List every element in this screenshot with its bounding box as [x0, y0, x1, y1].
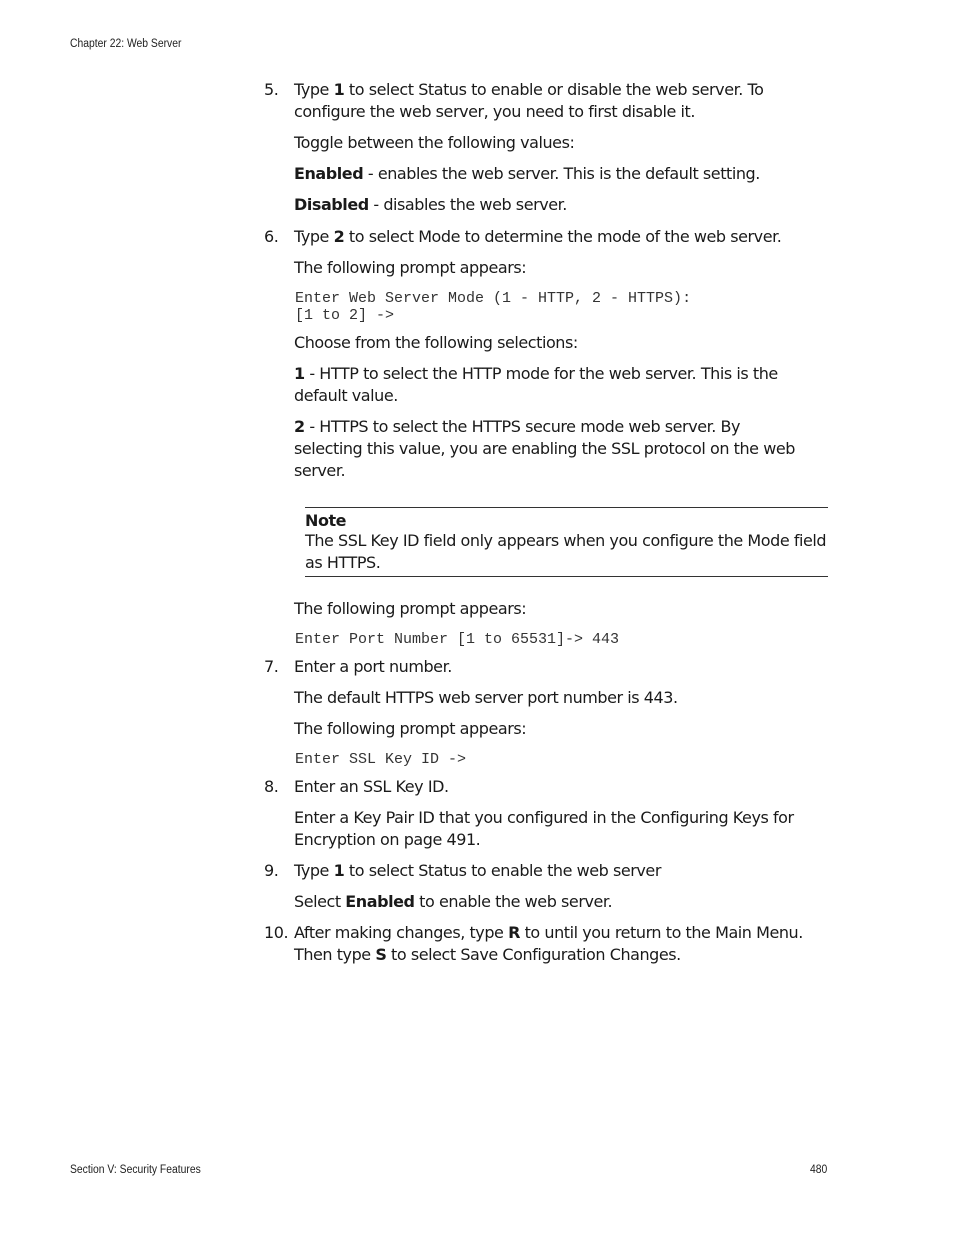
step-9: 9. Type 1 to select Status to enable the web server: [264, 861, 661, 880]
option-2-definition: 2 - HTTPS to select the HTTPS secure mode web server. By selecting this value, you are enabling the SSL protocol on the web server.: [294, 417, 795, 480]
enabled-definition: Enabled - enables the web server. This is the default setting.: [294, 164, 760, 183]
running-footer-section: Section V: Security Features: [70, 1164, 201, 1176]
default-port-text: The default HTTPS web server port number is 443.: [294, 688, 678, 707]
note-box: [305, 507, 828, 577]
select-enabled-text: Select Enabled to enable the web server.: [294, 892, 613, 911]
note-title: Note: [305, 511, 347, 530]
step-5: 5. Type 1 to select Status to enable or disable the web server. To configure the web server, you need to first disable it.: [264, 80, 764, 121]
step-6: 6. Type 2 to select Mode to determine the mode of the web server.: [264, 227, 782, 246]
code-prompt-line: [1 to 2] ->: [295, 307, 395, 324]
step-number: 5.: [264, 80, 279, 99]
code-prompt-line: Enter SSL Key ID ->: [295, 751, 467, 768]
prompt-intro: The following prompt appears:: [294, 599, 527, 618]
choose-text: Choose from the following selections:: [294, 333, 578, 352]
disabled-definition: Disabled - disables the web server.: [294, 195, 567, 214]
step-number: 10.: [264, 923, 289, 942]
key-pair-text: Enter a Key Pair ID that you configured in the Configuring Keys for Encryption on page 491.: [294, 808, 794, 849]
code-prompt-line: Enter Port Number [1 to 65531]-> 443: [295, 631, 620, 648]
prompt-intro: The following prompt appears:: [294, 719, 527, 738]
toggle-text: Toggle between the following values:: [294, 133, 575, 152]
option-1-definition: 1 - HTTP to select the HTTP mode for the web server. This is the default value.: [294, 364, 778, 405]
running-header: Chapter 22: Web Server: [70, 38, 182, 50]
step-8: 8. Enter an SSL Key ID.: [264, 777, 449, 796]
step-number: 8.: [264, 777, 279, 796]
page-number: 480: [810, 1164, 828, 1176]
step-10: 10. After making changes, type R to until you return to the Main Menu. Then type S to select Save Configuration Changes.: [264, 923, 803, 964]
code-prompt-line: Enter Web Server Mode (1 - HTTP, 2 - HTTPS):: [295, 290, 692, 307]
note-text: The SSL Key ID field only appears when you configure the Mode field as HTTPS.: [305, 531, 827, 572]
prompt-intro: The following prompt appears:: [294, 258, 527, 277]
step-number: 6.: [264, 227, 279, 246]
step-number: 7.: [264, 657, 279, 676]
step-number: 9.: [264, 861, 279, 880]
step-7: 7. Enter a port number.: [264, 657, 452, 676]
